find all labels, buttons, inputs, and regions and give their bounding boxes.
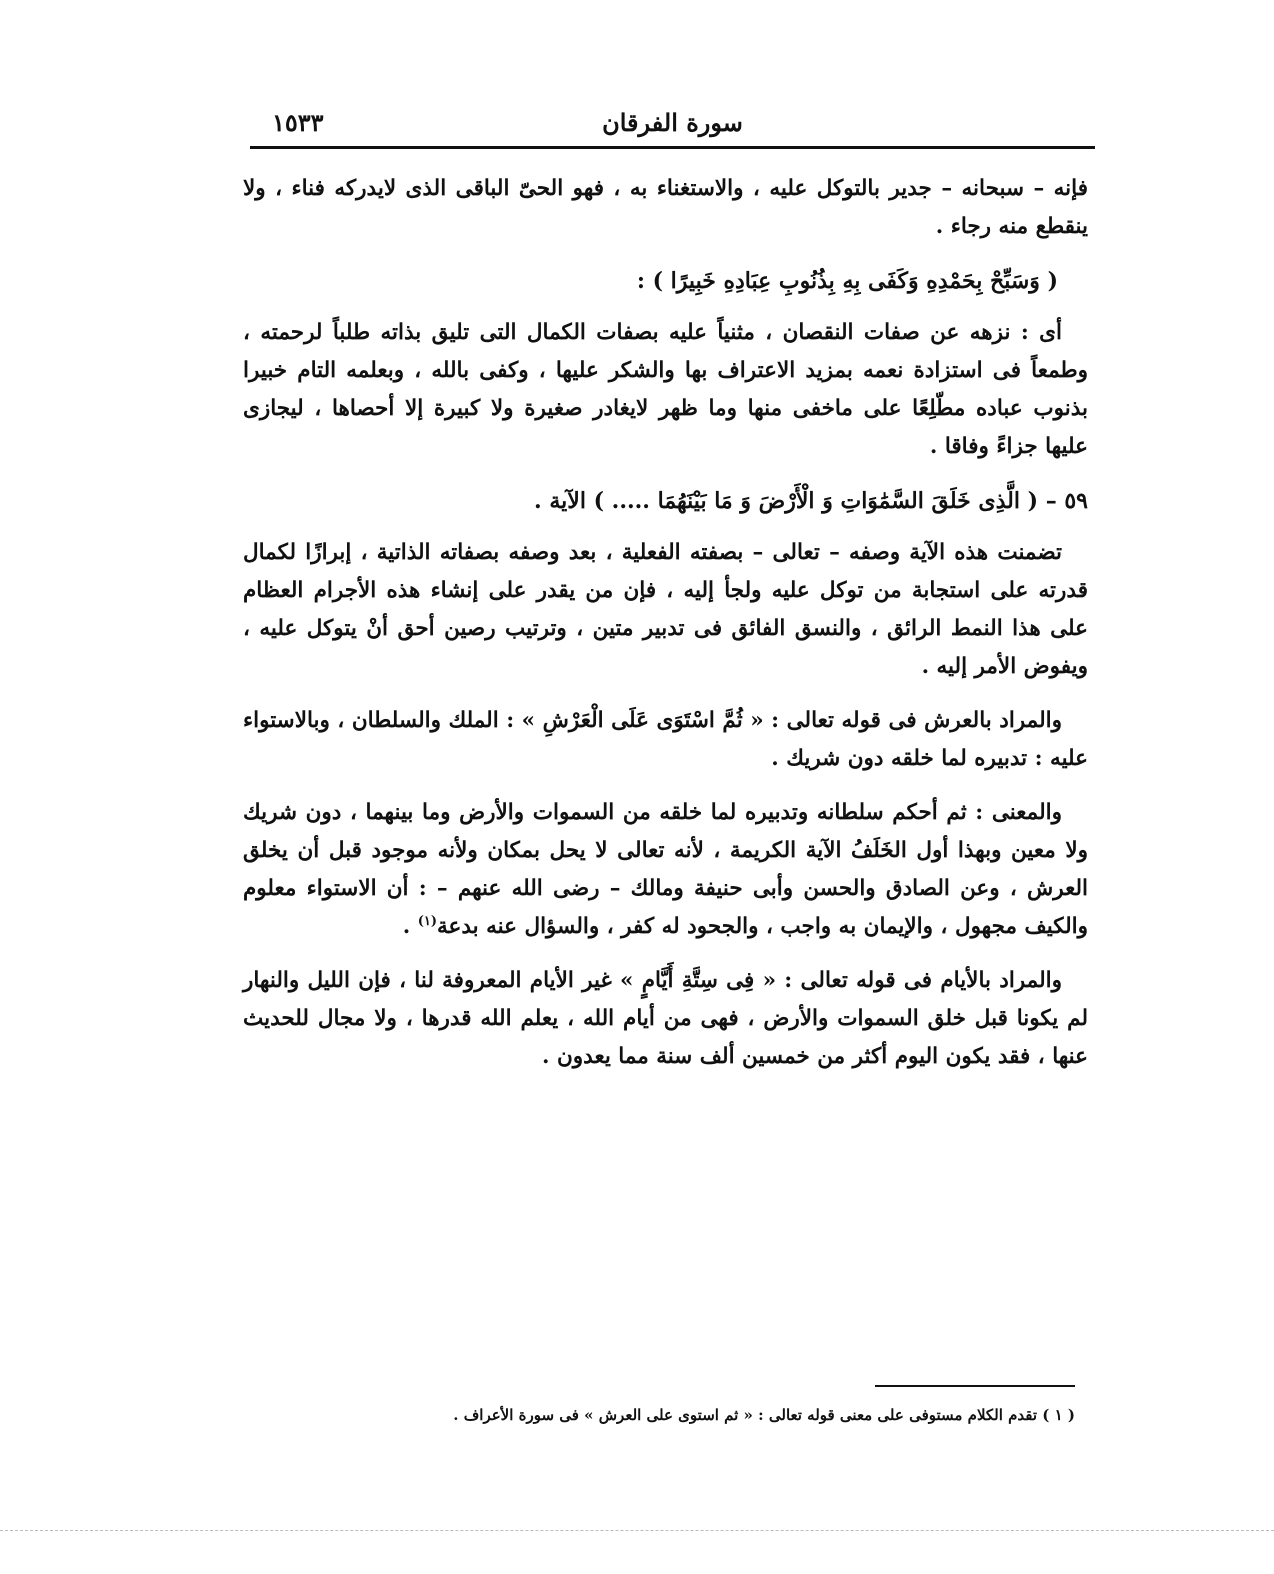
paragraph-4: والمراد بالعرش فى قوله تعالى : « ثُمَّ اسْتَوَى عَلَى الْعَرْشِ » : الملك والسلطان ، وبالاستواء عليه : تدبيره لما خلقه دون شريك . bbox=[243, 708, 1088, 771]
page-header bbox=[250, 100, 1095, 144]
paragraph-1: فإنه – سبحانه – جدير بالتوكل عليه ، والاستغناء به ، فهو الحىّ الباقى الذى لايدركه فناء ، ولا ينقطع منه رجاء . bbox=[243, 176, 1088, 239]
scan-edge-line bbox=[0, 1530, 1274, 1531]
verse-quote-59: ٥٩ – ( الَّذِى خَلَقَ السَّمَٰوَاتِ وَ الْأَرْضَ وَ مَا بَيْنَهُمَا ..... ) الآية . bbox=[534, 488, 1088, 514]
paragraph-6: والمراد بالأيام فى قوله تعالى : « فِى سِتَّةِ أَيَّامٍ » غير الأيام المعروفة لنا ، فإن الليل والنهار لم يكونا قبل خلق السموات والأرض ، فهى من أيام الله ، يعلم الله قدرها ، ولا مجال للحديث عنها ، فقد يكون اليوم أكثر من خمسين ألف سنة مما يعدون . bbox=[243, 968, 1088, 1069]
footnote-rule bbox=[875, 1385, 1075, 1387]
page-number: ١٥٣٣ bbox=[272, 108, 324, 137]
footnote: ( ١ ) تقدم الكلام مستوفى على معنى قوله تعالى : « ثم استوى على العرش » فى سورة الأعراف . bbox=[453, 1406, 1075, 1424]
footnote-marker[interactable]: (١) bbox=[417, 913, 438, 929]
verse-quote-1: ( وَسَبِّحْ بِحَمْدِهِ وَكَفَى بِهِ بِذُنُوبِ عِبَادِهِ خَبِيرًا ) : bbox=[636, 268, 1058, 294]
paragraph-5 bbox=[243, 794, 1088, 946]
main-text bbox=[243, 170, 1088, 1092]
paragraph-5-text: والمعنى : ثم أحكم سلطانه وتدبيره لما خلقه من السموات والأرض وما بينهما ، دون شريك ولا معين وبهذا أول الخَلَفُ الآية الكريمة ، لأنه تعالى لا يحل بمكان ولأنه موجود قبل أن يخلق العرش ، وعن الصادق والحسن وأبى حنيفة ومالك – رضى الله عنهم – : أن الاستواء معلوم والكيف مجهول ، والإيمان به واجب ، والجحود له كفر ، والسؤال عنه بدعة bbox=[243, 800, 1088, 939]
paragraph-3: تضمنت هذه الآية وصفه – تعالى – بصفته الفعلية ، بعد وصفه بصفاته الذاتية ، إبرازًا لكمال قدرته على استجابة من توكل عليه ولجأ إليه ، فإن من يقدر على إنشاء هذه الأجرام العظام على هذا النمط الرائق ، والنسق الفائق فى تدبير متين ، وترتيب رصين أحق أنْ يتوكل عليه ، ويفوض الأمر إليه . bbox=[243, 540, 1088, 679]
header-rule bbox=[250, 146, 1095, 149]
paragraph-5-end: . bbox=[402, 914, 418, 939]
paragraph-2: أى : نزهه عن صفات النقصان ، مثنياً عليه بصفات الكمال التى تليق بذاته طلباً لرحمته ، وطمعاً فى استزادة نعمه بمزيد الاعتراف بها والشكر عليها ، وكفى بالله ، وبعلمه التام خبيرا بذنوب عباده مطّلِعًا على ماخفى منها وما ظهر لايغادر صغيرة ولا كبيرة إلا أحصاها ، ليجازى عليها جزاءً وفاقا . bbox=[243, 320, 1088, 459]
surah-title: سورة الفرقان bbox=[602, 108, 743, 137]
